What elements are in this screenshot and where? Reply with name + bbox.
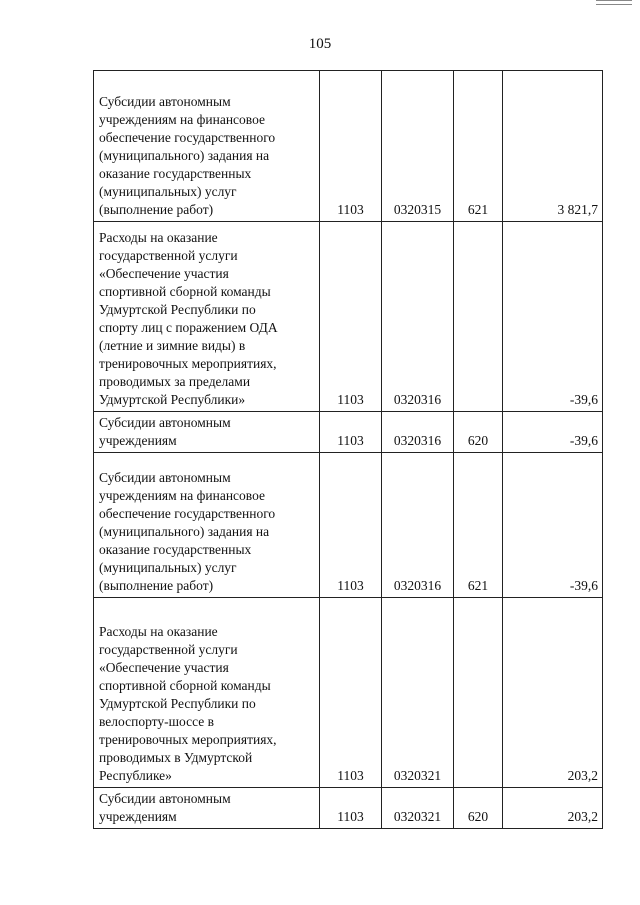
row-type — [454, 222, 503, 412]
row-article: 0320315 — [382, 71, 454, 222]
row-name: Субсидии автономным учреждениям на финансовое обеспечение государственного (муниципального) задания на оказание государственных (муниципальных) услуг (выполнение работ) — [94, 71, 320, 222]
table-row — [94, 412, 603, 453]
table-row — [94, 222, 603, 412]
table-row — [94, 71, 603, 222]
row-name: Субсидии автономным учреждениям на финансовое обеспечение государственного (муниципального) задания на оказание государственных (муниципальных) услуг (выполнение работ) — [94, 453, 320, 598]
row-amount: -39,6 — [503, 222, 603, 412]
scan-corner-mark — [596, 0, 632, 5]
row-type: 621 — [454, 71, 503, 222]
row-type: 620 — [454, 412, 503, 453]
row-section: 1103 — [320, 788, 382, 829]
row-name: Расходы на оказание государственной услуги «Обеспечение участия спортивной сборной команды Удмуртской Республики по спорту лиц с поражением ОДА (летние и зимние виды) в тренировочных мероприятиях, проводимых за пределами Удмуртской Республики» — [94, 222, 320, 412]
row-article: 0320321 — [382, 598, 454, 788]
row-name: Расходы на оказание государственной услуги «Обеспечение участия спортивной сборной команды Удмуртской Республики по велоспорту-шоссе в тренировочных мероприятиях, проводимых в Удмуртской Республике» — [94, 598, 320, 788]
row-amount: 203,2 — [503, 788, 603, 829]
row-amount: 203,2 — [503, 598, 603, 788]
table-row — [94, 453, 603, 598]
row-article: 0320316 — [382, 222, 454, 412]
row-section: 1103 — [320, 71, 382, 222]
table-row — [94, 598, 603, 788]
row-name: Субсидии автономным учреждениям — [94, 412, 320, 453]
row-type — [454, 598, 503, 788]
row-amount: -39,6 — [503, 412, 603, 453]
row-amount: -39,6 — [503, 453, 603, 598]
budget-table — [93, 70, 603, 829]
row-section: 1103 — [320, 453, 382, 598]
table-row — [94, 788, 603, 829]
row-section: 1103 — [320, 412, 382, 453]
row-amount: 3 821,7 — [503, 71, 603, 222]
row-type: 621 — [454, 453, 503, 598]
row-name: Субсидии автономным учреждениям — [94, 788, 320, 829]
page-number: 105 — [308, 36, 332, 52]
row-section: 1103 — [320, 222, 382, 412]
row-article: 0320316 — [382, 412, 454, 453]
row-section: 1103 — [320, 598, 382, 788]
row-article: 0320321 — [382, 788, 454, 829]
row-article: 0320316 — [382, 453, 454, 598]
row-type: 620 — [454, 788, 503, 829]
